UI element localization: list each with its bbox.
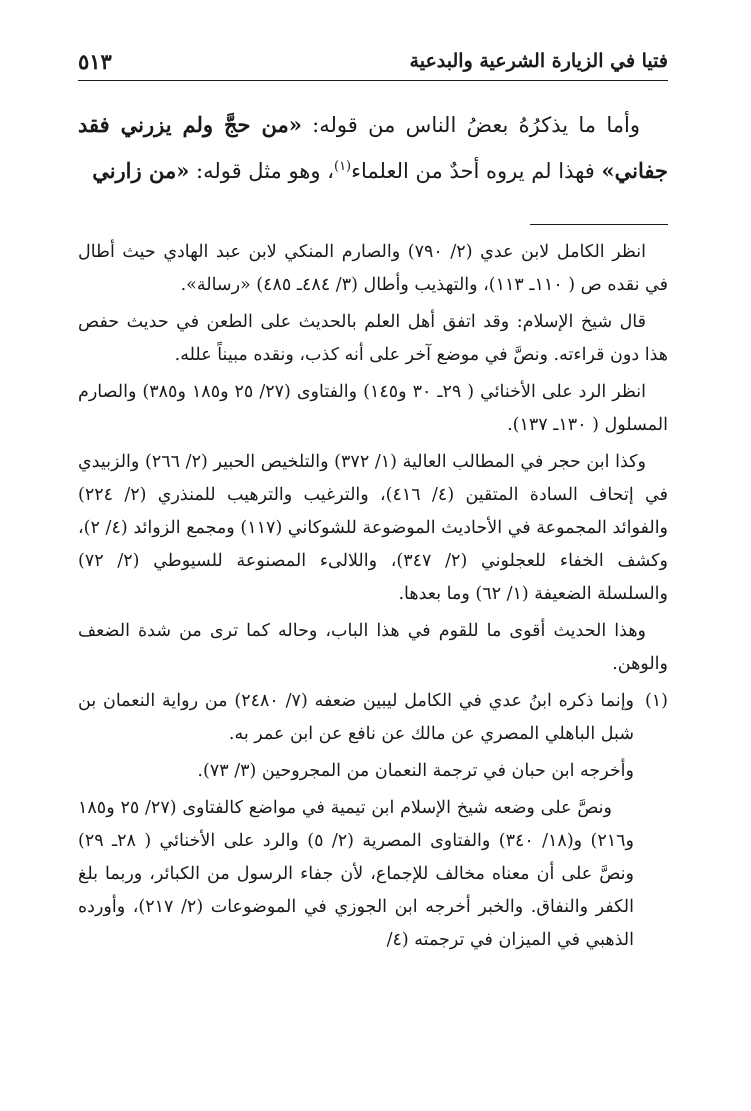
quoted-hadith: «من حجَّ ولم يزرني فقد جفاني» [78, 112, 668, 183]
note-paragraph: وهذا الحديث أقوى ما للقوم في هذا الباب، وحاله كما ترى من شدة الضعف والوهن. [78, 621, 668, 674]
page-header [78, 42, 668, 81]
main-text-part: ، وهو مثل قوله: [189, 159, 334, 183]
quoted-hadith: «من زارني [92, 158, 190, 183]
page-number: ٥١٣ [78, 48, 112, 74]
footnote-paragraph: ونصَّ على وضعه شيخ الإسلام ابن تيمية في مواضع كالفتاوى (٢٧/ ٢٥ و١٨٥ و٢١٦) و(١٨/ ٣٤٠) والفتاوى المصرية (٢/ ٥) والرد على الأخنائي ( ٢٨ـ ٢٩) ونصَّ على أن معناه مخالف للإجماع، لأن جفاء الرسول من الكبائر، وربما بلغ الكفر والنفاق. والخبر أخرجه ابن الجوزي في الموضوعات (٢/ ٢١٧)، وأورده الذهبي في الميزان في ترجمته (٤/ [78, 798, 634, 950]
footnote-body [78, 685, 634, 961]
footnote-1 [78, 685, 668, 961]
main-text-part: فهذا لم يروه أحدٌ من العلماء [351, 159, 602, 183]
note-paragraph: وكذا ابن حجر في المطالب العالية (١/ ٣٧٢) والتلخيص الحبير (٢/ ٢٦٦) والزبيدي في إتحاف السادة المتقين (٤/ ٤١٦)، والترغيب والترهيب للمنذري (٢/ ٢٢٤) والفوائد المجموعة في الأحاديث الموضوعة للشوكاني (١١٧) ومجمع الزوائد (٤/ ٢)، وكشف الخفاء للعجلوني (٢/ ٣٤٧)، واللالىء المصنوعة للسيوطي (٢/ ٧٢) والسلسلة الضعيفة (١/ ٦٢) وما بعدها. [78, 452, 669, 604]
footnote-marker: (١) [644, 691, 668, 711]
footnote-separator [530, 224, 668, 225]
footnote-paragraph: وإنما ذكره ابنُ عدي في الكامل ليبين ضعفه (٧/ ٢٤٨٠) من رواية النعمان بن شبل الباهلي المصري عن مالك عن نافع عن ابن عمر به. [78, 691, 635, 744]
note-paragraph: انظر الرد على الأخنائي ( ٢٩ـ ٣٠ و١٤٥) والفتاوى (٢٧/ ٢٥ و١٨٥ و٣٨٥) والصارم المسلول ( ١٣٠ـ ١٣٧). [78, 382, 668, 435]
main-text-part: وأما ما يذكرُهُ بعضُ الناس من قوله: [301, 113, 640, 137]
main-paragraph [78, 104, 668, 192]
note-paragraph: انظر الكامل لابن عدي (٢/ ٧٩٠) والصارم المنكي لابن عبد الهادي حيث أطال في نقده ص ( ١١٠ـ ١١٣)، والتهذيب وأطال (٣/ ٤٨٤ـ ٤٨٥) «رسالة». [78, 242, 668, 295]
footnotes [78, 236, 668, 961]
running-title: فتيا في الزيارة الشرعية والبدعية [409, 50, 668, 72]
note-paragraph: قال شيخ الإسلام: وقد اتفق أهل العلم بالحديث على الطعن في حديث حفص هذا دون قراءته. ونصَّ في موضع آخر على أنه كذب، ونقده مبيناً علله. [78, 312, 668, 365]
footnote-ref[interactable]: (١) [333, 159, 352, 174]
footnote-paragraph: وأخرجه ابن حبان في ترجمة النعمان من المجروحين (٣/ ٧٣). [197, 761, 634, 781]
